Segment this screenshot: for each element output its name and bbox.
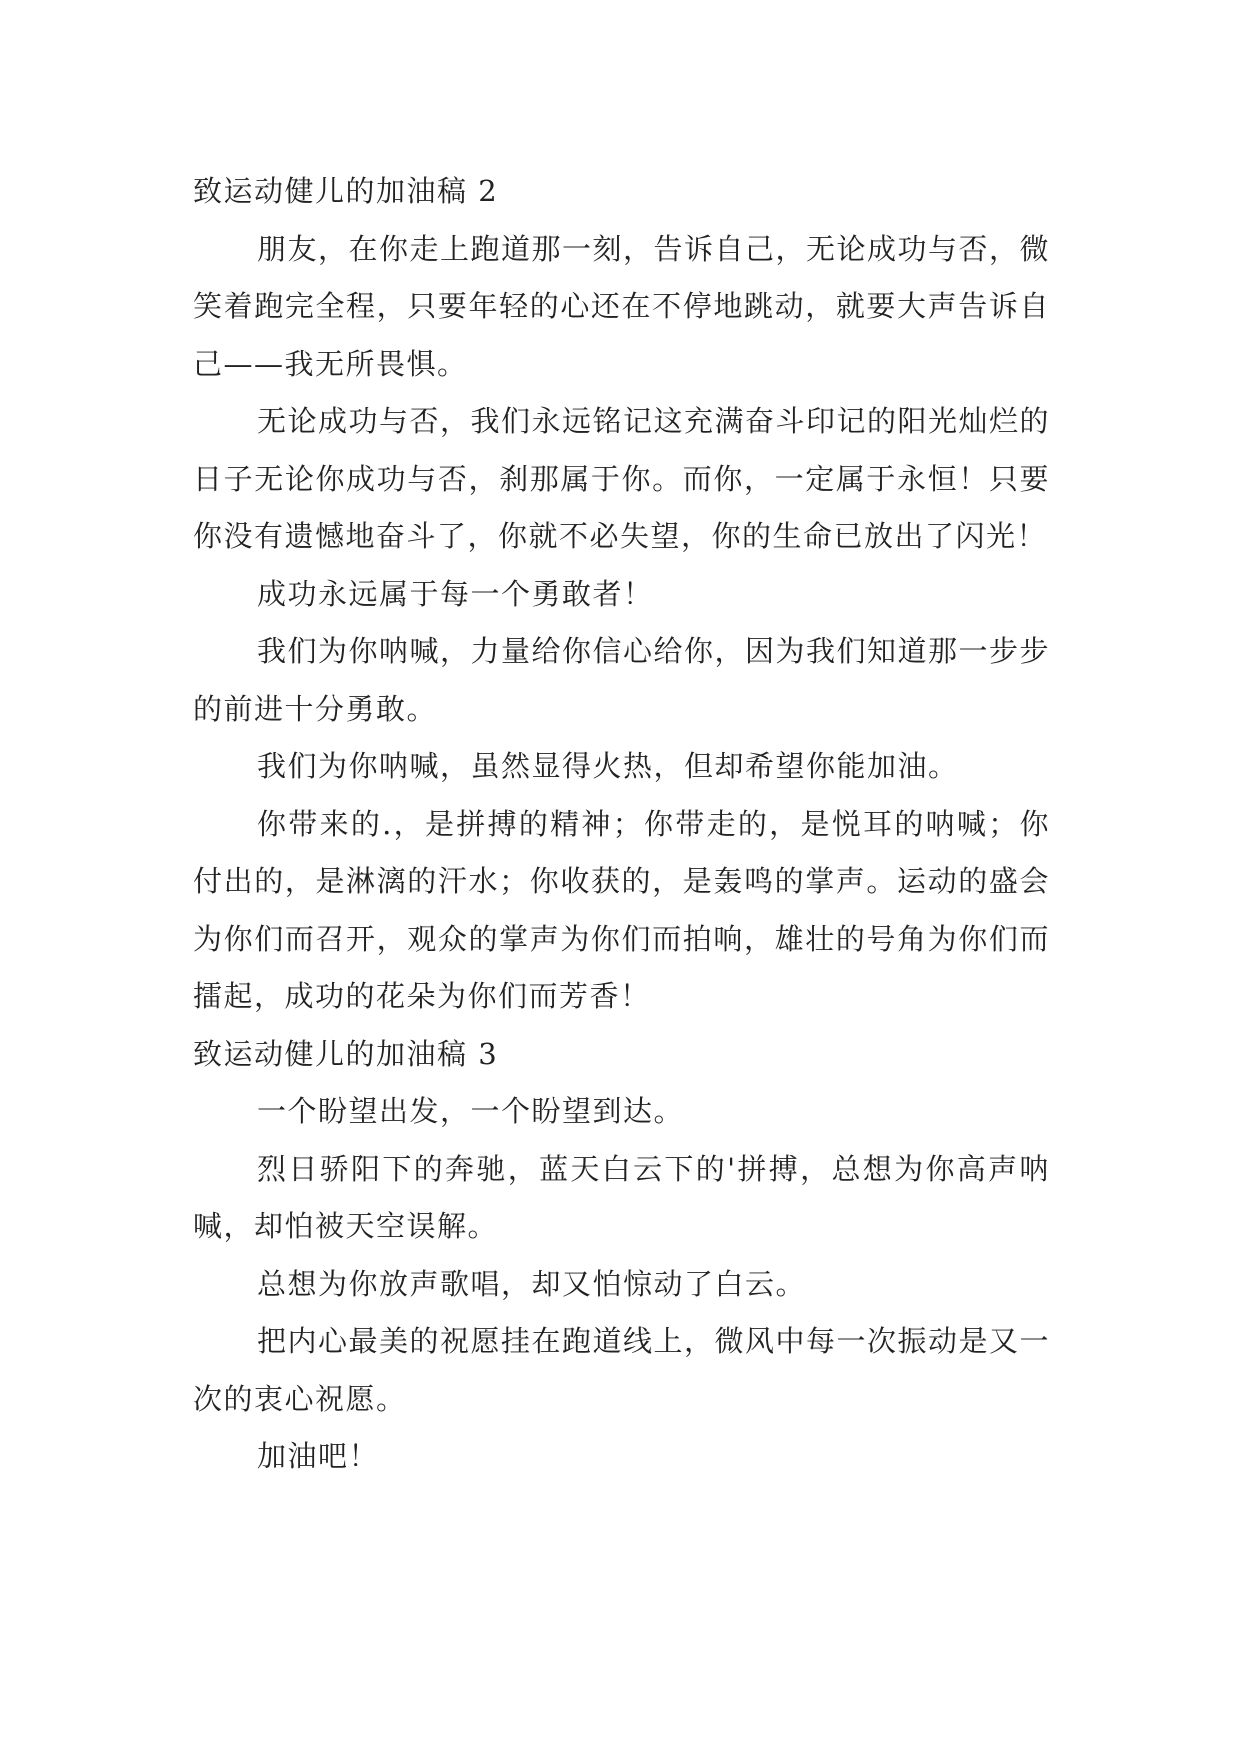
paragraph: 我们为你呐喊，虽然显得火热，但却希望你能加油。 xyxy=(257,749,959,783)
section-3 xyxy=(193,1026,1050,1486)
section-title: 致运动健儿的加油稿 2 xyxy=(193,174,499,208)
paragraph: 无论成功与否，我们永远铭记这充满奋斗印记的阳光灿烂的日子无论你成功与否，刹那属于你。而你，一定属于永恒！只要你没有遗憾地奋斗了，你就不必失望，你的生命已放出了闪光！ xyxy=(193,404,1051,553)
paragraph: 总想为你放声歌唱，却又怕惊动了白云。 xyxy=(257,1266,807,1301)
section-2 xyxy=(193,163,1050,1026)
paragraph: 加油吧！ xyxy=(257,1439,380,1473)
paragraph: 把内心最美的祝愿挂在跑道线上，微风中每一次振动是又一次的衷心祝愿。 xyxy=(193,1324,1051,1416)
paragraph: 你带来的.，是拼搏的精神；你带走的，是悦耳的呐喊；你付出的，是淋漓的汗水；你收获的，是轰鸣的掌声。运动的盛会为你们而召开，观众的掌声为你们而拍响，雄壮的号角为你们而擂起，成功的花朵为你们而芳香！ xyxy=(193,806,1050,1013)
paragraph: 我们为你呐喊，力量给你信心给你，因为我们知道那一步步的前进十分勇敢。 xyxy=(193,634,1051,726)
section-title: 致运动健儿的加油稿 3 xyxy=(193,1036,499,1071)
document-body xyxy=(193,163,1050,1486)
paragraph: 朋友，在你走上跑道那一刻，告诉自己，无论成功与否，微笑着跑完全程，只要年轻的心还在不停地跳动，就要大声告诉自己——我无所畏惧。 xyxy=(193,231,1051,381)
paragraph: 成功永远属于每一个勇敢者！ xyxy=(257,576,654,611)
paragraph: 一个盼望出发，一个盼望到达。 xyxy=(257,1094,685,1128)
paragraph: 烈日骄阳下的奔驰，蓝天白云下的'拼搏，总想为你高声呐喊，却怕被天空误解。 xyxy=(193,1151,1050,1243)
